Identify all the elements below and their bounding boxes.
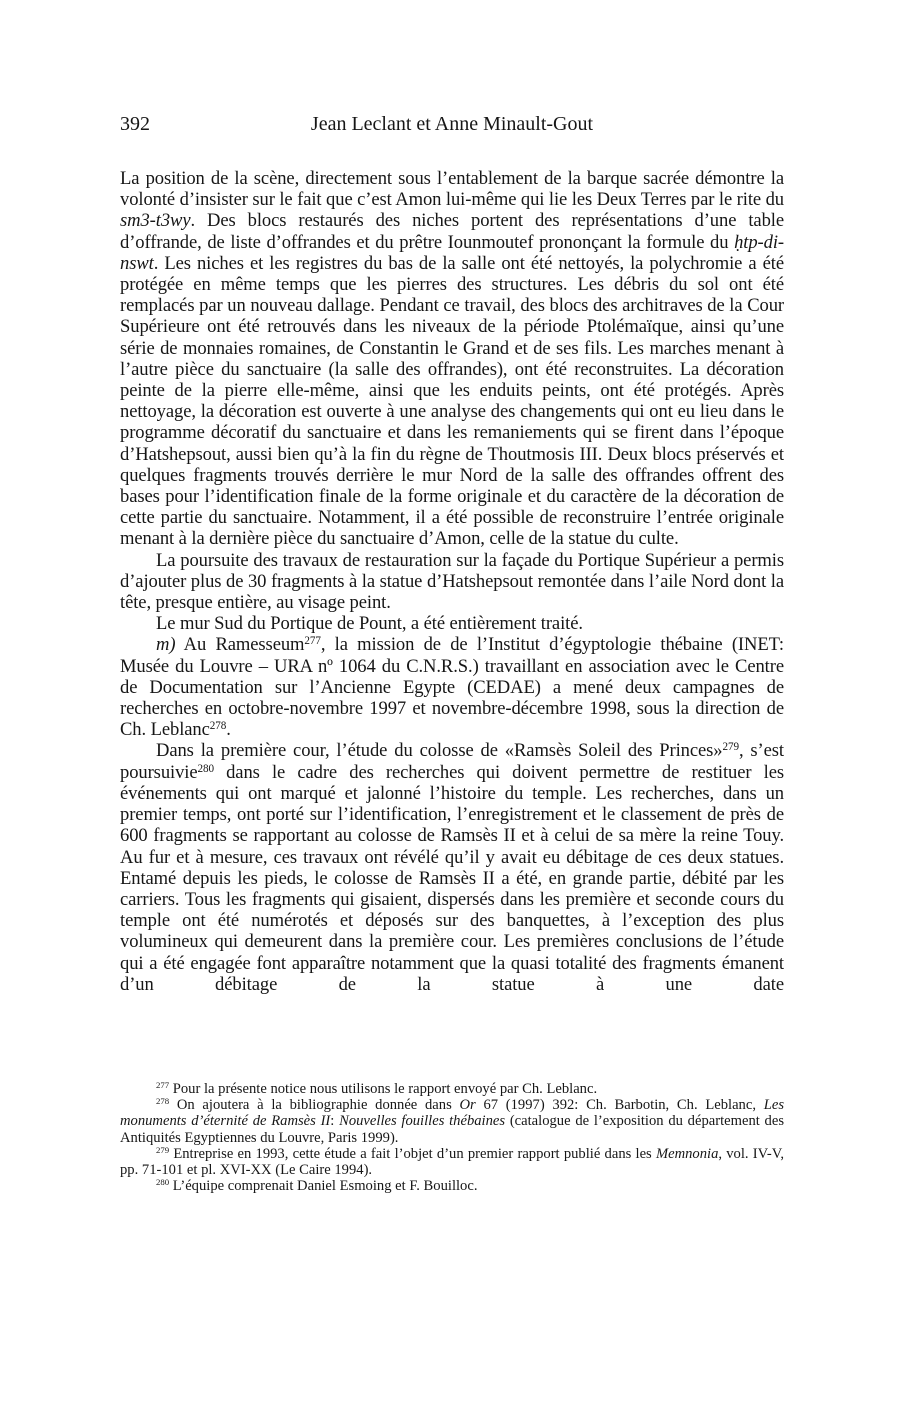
text-run: dans le cadre des recherches qui doivent permettre de restituer les événements qui ont marqué et jalonné l’histoire du temple. Les recherches, dans un premier temps, ont porté sur l’identification, l’enregistrement et le classement de près de 600 fragments se rapportant au colosse de Ramsès II et à celui de sa mère la reine Touy. Au fur et à mesure, ces travaux ont révélé qu’il y avait eu débitage de ces deux statues. Entamé depuis les pieds, le colosse de Ramsès II a été, en grande partie, débité par les carriers. Tous les fragments qui gisaient, dispersés dans les première et seconde cours du temple ont été numérotés et déposés sur des banquettes, à l’exception des plus volumineux qui demeurent dans la première cour. Les premières conclusions de l’étude qui a été engagée font apparaître notamment que la quasi totalité des fragments émanent d’un débitage de la statue à une date xyxy=(120,761,784,995)
book-title: Les monuments d’éternité de Ramsès II xyxy=(120,1097,784,1130)
text-run: , la mission de de l’Institut d’égyptologie thébaine (INET: Musée du Louvre – URA nº 1064 du C.N.R.S.) travaillant en association avec le Centre de Documentation sur l’Ancienne Egypte (CEDAE) a mené deux campagnes de recherches en octobre-novembre 1997 et novembre-décembre 1998, sous la direction de Ch. Leblanc xyxy=(120,634,784,741)
book-subtitle: Nouvelles fouilles thébaines xyxy=(339,1113,506,1130)
footnote-number: 279 xyxy=(156,1145,170,1155)
page-number: 392 xyxy=(120,113,150,135)
footnote-text: Entreprise en 1993, cette étude a fait l’objet d’un premier rapport publié dans les xyxy=(169,1145,656,1162)
text-run: . xyxy=(226,719,231,741)
footnote-ref[interactable]: 278 xyxy=(209,720,227,733)
footnote-text: , vol. IV-V, pp. 71-101 et pl. XVI-XX (Le Caire 1994). xyxy=(120,1145,784,1179)
paragraph-ramesseum xyxy=(120,634,784,740)
paragraph-colosse xyxy=(120,740,784,994)
footnote-number: 277 xyxy=(156,1080,170,1091)
footnote-text: (catalogue de l’exposition du département des Antiquités Egyptiennes du Louvre, Paris 1999). xyxy=(120,1113,784,1146)
footnote-text: Pour la présente notice nous utilisons le rapport envoyé par Ch. Leblanc. xyxy=(169,1081,598,1097)
footnote-278 xyxy=(120,1097,784,1146)
footnote-279 xyxy=(120,1146,784,1178)
body-text xyxy=(120,168,784,995)
text-run: Dans la première cour, l’étude du colosse de «Ramsès Soleil des Princes» xyxy=(156,740,723,762)
transliteration: sm3-t3wy xyxy=(120,210,191,232)
journal-title: Memnonia xyxy=(655,1145,719,1162)
text-run: Au Ramesseum xyxy=(175,634,305,656)
footnote-277 xyxy=(120,1081,784,1097)
page-header xyxy=(120,113,784,143)
running-title: Jean Leclant et Anne Minault-Gout xyxy=(310,113,594,135)
section-label: m) xyxy=(156,634,176,656)
footnote-ref[interactable]: 277 xyxy=(304,635,321,648)
text-run: . Des blocs restaurés des niches portent des représentations d’une table d’offrande, de liste d’offrandes et du prêtre Iounmoutef prononçant la formule du xyxy=(120,210,784,253)
footnote-text: On ajoutera à la bibliographie donnée dans xyxy=(169,1097,460,1114)
text-run: La position de la scène, directement sous l’entablement de la barque sacrée démontre la volonté d’insister sur le fait que c’est Amon lui-même qui lie les Deux Terres par le rite du xyxy=(120,168,784,211)
paragraph-portique: La poursuite des travaux de restauration sur la façade du Portique Supérieur a permis d’ajouter plus de 30 fragments à la statue d’Hatshepsout remontée dans l’aile Nord dont la tête, presque entière, au visage peint. xyxy=(120,549,784,614)
footnote-ref[interactable]: 280 xyxy=(197,762,214,775)
footnotes xyxy=(120,1081,784,1194)
paragraph-pount: Le mur Sud du Portique de Pount, a été entièrement traité. xyxy=(156,613,583,635)
footnote-text: 67 (1997) 392: Ch. Barbotin, Ch. Leblanc, xyxy=(475,1097,764,1114)
footnote-ref[interactable]: 279 xyxy=(722,741,739,754)
paragraph-sanctuary xyxy=(120,168,784,550)
footnote-text: L’équipe comprenait Daniel Esmoing et F. Bouilloc. xyxy=(169,1178,478,1195)
footnote-text: : xyxy=(330,1113,340,1130)
text-run: , s’est poursuivie xyxy=(120,740,784,783)
footnote-number: 278 xyxy=(156,1096,170,1107)
footnote-280 xyxy=(120,1178,784,1194)
footnote-number: 280 xyxy=(156,1177,170,1188)
journal-title: Or xyxy=(459,1097,476,1114)
text-run: . Les niches et les registres du bas de la salle ont été nettoyés, la polychromie a été protégée en même temps que les pierres des structures. Les débris du sol ont été remplacés par un nouveau dallage. Pendant ce travail, des blocs des architraves de la Cour Supérieure ont été retrouvés dans les niveaux de la période Ptolémaïque, ainsi qu’une série de monnaies romaines, de Constantin le Grand et de ses fils. Les marches menant à l’autre pièce du sanctuaire (la salle des offrandes), ont été reconstruites. La décoration peinte de la pierre elle-même, ainsi que les enduits peints, ont été protégés. Après nettoyage, la décoration est ouverte à une analyse des changements qui ont eu lieu dans le programme décoratif du sanctuaire et dans les remaniements qui se firent dans l’époque d’Hatshepsout, aussi bien qu’à la fin du règne de Thoutmosis III. Deux blocs préservés et quelques fragments trouvés derrière le mur Nord de la salle des offrandes offrent des bases pour l’identification finale de la forme originale et du caractère de la décoration de cette partie du sanctuaire. Notamment, il a été possible de reconstruire l’entrée originale menant à la dernière pièce du sanctuaire d’Amon, celle de la statue du culte. xyxy=(120,252,784,550)
transliteration: ḥtp-di-nswt xyxy=(120,231,784,274)
